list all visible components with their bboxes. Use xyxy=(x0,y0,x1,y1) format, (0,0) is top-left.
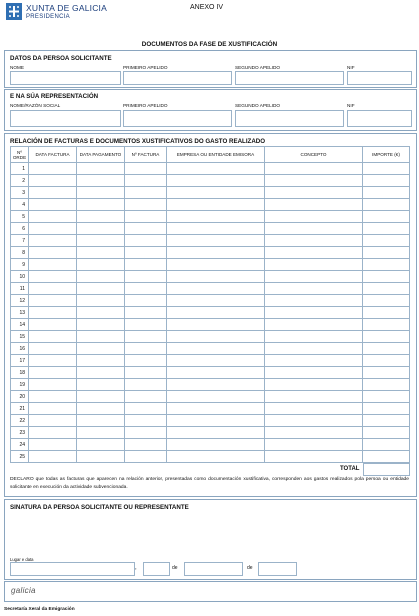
table-cell[interactable] xyxy=(29,223,77,235)
table-cell[interactable] xyxy=(265,391,363,403)
table-cell[interactable] xyxy=(265,295,363,307)
table-cell[interactable] xyxy=(125,355,167,367)
total-field[interactable] xyxy=(363,463,410,476)
table-cell[interactable] xyxy=(167,223,265,235)
table-cell[interactable] xyxy=(265,235,363,247)
row-number: 11 xyxy=(11,283,29,295)
table-cell[interactable] xyxy=(125,379,167,391)
table-cell[interactable] xyxy=(29,403,77,415)
table-cell[interactable] xyxy=(265,331,363,343)
table-cell[interactable] xyxy=(363,187,410,199)
rep-surname1-field[interactable] xyxy=(123,110,232,127)
table-row xyxy=(11,379,410,391)
table-cell[interactable] xyxy=(265,283,363,295)
row-number: 2 xyxy=(11,175,29,187)
table-cell[interactable] xyxy=(29,439,77,451)
table-cell[interactable] xyxy=(29,367,77,379)
table-cell[interactable] xyxy=(29,319,77,331)
table-cell[interactable] xyxy=(167,415,265,427)
table-cell[interactable] xyxy=(167,403,265,415)
month-field[interactable] xyxy=(184,562,243,576)
applicant-nif-label: NIF xyxy=(347,65,355,70)
table-cell[interactable] xyxy=(363,427,410,439)
row-number: 19 xyxy=(11,379,29,391)
table-cell[interactable] xyxy=(29,175,77,187)
table-cell[interactable] xyxy=(167,427,265,439)
table-row xyxy=(11,403,410,415)
rep-nif-label: NIF xyxy=(347,103,355,108)
table-cell[interactable] xyxy=(29,307,77,319)
table-cell[interactable] xyxy=(265,163,363,175)
table-cell[interactable] xyxy=(125,163,167,175)
table-cell[interactable] xyxy=(29,283,77,295)
table-row xyxy=(11,451,410,463)
row-number: 17 xyxy=(11,355,29,367)
row-number: 24 xyxy=(11,439,29,451)
table-cell[interactable] xyxy=(265,187,363,199)
col-concept: CONCEPTO xyxy=(265,147,363,163)
office-name: Secretaría Xeral da Emigración xyxy=(4,607,75,612)
table-cell[interactable] xyxy=(265,451,363,463)
table-cell[interactable] xyxy=(77,247,125,259)
table-row xyxy=(11,187,410,199)
row-number: 16 xyxy=(11,343,29,355)
row-number: 13 xyxy=(11,307,29,319)
table-cell[interactable] xyxy=(167,355,265,367)
table-row xyxy=(11,331,410,343)
table-cell[interactable] xyxy=(125,235,167,247)
declaration-text: DECLARO que todas as facturas que aparecen na relación anterior, presentadas como documentación xustificativa, corresponden aos gastos realizados pola persoa ou entidade solicitante en execución da actividade subvencionada. xyxy=(10,477,409,490)
table-cell[interactable] xyxy=(77,319,125,331)
col-invoice-date: DATA FACTURA xyxy=(29,147,77,163)
table-cell[interactable] xyxy=(167,271,265,283)
table-cell[interactable] xyxy=(77,235,125,247)
table-cell[interactable] xyxy=(125,247,167,259)
table-cell[interactable] xyxy=(265,367,363,379)
table-cell[interactable] xyxy=(77,283,125,295)
galicia-logo-box xyxy=(4,581,417,602)
table-cell[interactable] xyxy=(265,223,363,235)
table-row xyxy=(11,439,410,451)
invoices-title: RELACIÓN DE FACTURAS E DOCUMENTOS XUSTIFICATIVOS DO GASTO REALIZADO xyxy=(10,138,266,145)
table-cell[interactable] xyxy=(125,271,167,283)
table-cell[interactable] xyxy=(125,343,167,355)
table-cell[interactable] xyxy=(77,307,125,319)
table-cell[interactable] xyxy=(77,211,125,223)
table-cell[interactable] xyxy=(77,343,125,355)
table-cell[interactable] xyxy=(363,259,410,271)
applicant-title: DATOS DA PERSOA SOLICITANTE xyxy=(10,55,112,62)
table-cell[interactable] xyxy=(29,379,77,391)
table-cell[interactable] xyxy=(125,367,167,379)
table-cell[interactable] xyxy=(125,319,167,331)
table-cell[interactable] xyxy=(167,319,265,331)
row-number: 22 xyxy=(11,415,29,427)
table-cell[interactable] xyxy=(363,439,410,451)
col-order: Nº ORDE xyxy=(11,147,29,163)
table-cell[interactable] xyxy=(125,187,167,199)
applicant-surname1-field[interactable] xyxy=(123,71,232,85)
row-number: 21 xyxy=(11,403,29,415)
representative-section xyxy=(4,89,417,131)
table-row xyxy=(11,271,410,283)
rep-name-label: NOME/RAZÓN SOCIAL xyxy=(10,103,61,108)
table-cell[interactable] xyxy=(125,211,167,223)
table-cell[interactable] xyxy=(77,331,125,343)
table-cell[interactable] xyxy=(265,355,363,367)
table-cell[interactable] xyxy=(77,199,125,211)
table-cell[interactable] xyxy=(363,355,410,367)
table-cell[interactable] xyxy=(125,295,167,307)
table-cell[interactable] xyxy=(77,223,125,235)
table-cell[interactable] xyxy=(363,343,410,355)
applicant-name-label: NOME xyxy=(10,65,25,70)
table-cell[interactable] xyxy=(29,271,77,283)
table-cell[interactable] xyxy=(125,439,167,451)
table-cell[interactable] xyxy=(363,223,410,235)
table-cell[interactable] xyxy=(363,379,410,391)
col-amount: IMPORTE (€) xyxy=(363,147,410,163)
applicant-nif-field[interactable] xyxy=(347,71,412,85)
table-cell[interactable] xyxy=(363,331,410,343)
table-cell[interactable] xyxy=(167,367,265,379)
table-cell[interactable] xyxy=(125,307,167,319)
table-row xyxy=(11,199,410,211)
table-cell[interactable] xyxy=(167,307,265,319)
table-cell[interactable] xyxy=(167,343,265,355)
table-cell[interactable] xyxy=(265,415,363,427)
table-cell[interactable] xyxy=(29,415,77,427)
table-cell[interactable] xyxy=(125,415,167,427)
table-cell[interactable] xyxy=(363,319,410,331)
table-cell[interactable] xyxy=(363,391,410,403)
table-row xyxy=(11,175,410,187)
row-number: 8 xyxy=(11,247,29,259)
table-cell[interactable] xyxy=(167,439,265,451)
table-cell[interactable] xyxy=(265,319,363,331)
table-cell[interactable] xyxy=(167,379,265,391)
table-cell[interactable] xyxy=(167,211,265,223)
rep-surname2-field[interactable] xyxy=(235,110,344,127)
table-cell[interactable] xyxy=(77,439,125,451)
table-cell[interactable] xyxy=(265,439,363,451)
table-cell[interactable] xyxy=(29,187,77,199)
table-cell[interactable] xyxy=(363,283,410,295)
table-cell[interactable] xyxy=(125,199,167,211)
col-payment-date: DATA PAGAMENTO xyxy=(77,147,125,163)
table-cell[interactable] xyxy=(363,163,410,175)
table-cell[interactable] xyxy=(77,187,125,199)
table-row xyxy=(11,355,410,367)
table-row xyxy=(11,391,410,403)
table-cell[interactable] xyxy=(29,235,77,247)
xunta-shield-icon xyxy=(6,3,22,20)
table-row xyxy=(11,427,410,439)
comma-sep: , xyxy=(135,565,137,571)
applicant-name-field[interactable] xyxy=(10,71,121,85)
department-name: PRESIDENCIA xyxy=(26,14,70,20)
table-cell[interactable] xyxy=(29,331,77,343)
table-cell[interactable] xyxy=(167,283,265,295)
row-number: 18 xyxy=(11,367,29,379)
rep-surname2-label: SEGUNDO APELIDO xyxy=(235,103,281,108)
table-cell[interactable] xyxy=(125,451,167,463)
annex-label: ANEXO IV xyxy=(190,4,224,11)
col-issuer: EMPRESA OU ENTIDADE EMISORA xyxy=(167,147,265,163)
table-row xyxy=(11,343,410,355)
table-row xyxy=(11,295,410,307)
table-cell[interactable] xyxy=(125,223,167,235)
table-cell[interactable] xyxy=(125,175,167,187)
table-cell[interactable] xyxy=(125,427,167,439)
table-cell[interactable] xyxy=(363,211,410,223)
table-cell[interactable] xyxy=(125,283,167,295)
table-cell[interactable] xyxy=(77,355,125,367)
table-cell[interactable] xyxy=(265,271,363,283)
table-cell[interactable] xyxy=(167,247,265,259)
table-row xyxy=(11,223,410,235)
table-cell[interactable] xyxy=(167,295,265,307)
row-number: 1 xyxy=(11,163,29,175)
col-invoice-number: Nº FACTURA xyxy=(125,147,167,163)
table-cell[interactable] xyxy=(363,175,410,187)
table-cell[interactable] xyxy=(77,415,125,427)
table-cell[interactable] xyxy=(29,391,77,403)
table-row xyxy=(11,415,410,427)
table-cell[interactable] xyxy=(265,247,363,259)
table-cell[interactable] xyxy=(265,427,363,439)
row-number: 5 xyxy=(11,211,29,223)
de-label-2: de xyxy=(247,565,253,571)
applicant-surname2-field[interactable] xyxy=(235,71,344,85)
total-label: TOTAL xyxy=(340,466,360,472)
table-cell[interactable] xyxy=(125,391,167,403)
de-label-1: de xyxy=(172,565,178,571)
year-field[interactable] xyxy=(258,562,297,576)
table-row xyxy=(11,367,410,379)
table-row xyxy=(11,247,410,259)
row-number: 25 xyxy=(11,451,29,463)
table-cell[interactable] xyxy=(265,379,363,391)
table-cell[interactable] xyxy=(29,355,77,367)
row-number: 7 xyxy=(11,235,29,247)
table-cell[interactable] xyxy=(77,451,125,463)
rep-name-field[interactable] xyxy=(10,110,121,127)
table-cell[interactable] xyxy=(125,259,167,271)
table-cell[interactable] xyxy=(29,343,77,355)
table-row xyxy=(11,259,410,271)
galicia-logo: galicia xyxy=(11,586,36,595)
table-row xyxy=(11,211,410,223)
table-cell[interactable] xyxy=(29,199,77,211)
table-cell[interactable] xyxy=(265,199,363,211)
table-cell[interactable] xyxy=(125,403,167,415)
table-row xyxy=(11,283,410,295)
table-cell[interactable] xyxy=(29,163,77,175)
table-row xyxy=(11,235,410,247)
applicant-section xyxy=(4,50,417,88)
row-number: 12 xyxy=(11,295,29,307)
table-cell[interactable] xyxy=(29,295,77,307)
table-row xyxy=(11,307,410,319)
table-cell[interactable] xyxy=(363,367,410,379)
table-cell[interactable] xyxy=(363,295,410,307)
table-cell[interactable] xyxy=(167,187,265,199)
representative-title: E NA SÚA REPRESENTACIÓN xyxy=(10,93,99,100)
row-number: 23 xyxy=(11,427,29,439)
brand-name: XUNTA DE GALICIA xyxy=(26,3,107,13)
table-cell[interactable] xyxy=(77,367,125,379)
document-title: DOCUMENTOS DA FASE DE XUSTIFICACIÓN xyxy=(141,41,278,48)
table-cell[interactable] xyxy=(265,307,363,319)
applicant-surname1-label: PRIMEIRO APELIDO xyxy=(123,65,168,70)
table-cell[interactable] xyxy=(77,379,125,391)
table-cell[interactable] xyxy=(167,235,265,247)
table-cell[interactable] xyxy=(77,259,125,271)
rep-surname1-label: PRIMEIRO APELIDO xyxy=(123,103,168,108)
table-cell[interactable] xyxy=(167,175,265,187)
table-cell[interactable] xyxy=(29,451,77,463)
table-cell[interactable] xyxy=(167,199,265,211)
row-number: 4 xyxy=(11,199,29,211)
row-number: 6 xyxy=(11,223,29,235)
table-cell[interactable] xyxy=(363,307,410,319)
place-field[interactable] xyxy=(10,562,135,576)
table-cell[interactable] xyxy=(167,451,265,463)
applicant-surname2-label: SEGUNDO APELIDO xyxy=(235,65,281,70)
table-cell[interactable] xyxy=(363,199,410,211)
table-cell[interactable] xyxy=(29,427,77,439)
row-number: 14 xyxy=(11,319,29,331)
table-cell[interactable] xyxy=(77,295,125,307)
table-cell[interactable] xyxy=(77,403,125,415)
signature-title: SINATURA DA PERSOA SOLICITANTE OU REPRESENTANTE xyxy=(10,504,189,511)
table-cell[interactable] xyxy=(167,259,265,271)
invoices-header-row xyxy=(11,147,410,163)
table-row xyxy=(11,163,410,175)
table-cell[interactable] xyxy=(29,211,77,223)
table-cell[interactable] xyxy=(363,271,410,283)
table-cell[interactable] xyxy=(363,451,410,463)
table-cell[interactable] xyxy=(265,403,363,415)
table-cell[interactable] xyxy=(167,163,265,175)
table-cell[interactable] xyxy=(29,259,77,271)
day-field[interactable] xyxy=(143,562,170,576)
table-cell[interactable] xyxy=(29,247,77,259)
table-cell[interactable] xyxy=(265,211,363,223)
table-cell[interactable] xyxy=(77,271,125,283)
table-cell[interactable] xyxy=(265,175,363,187)
table-cell[interactable] xyxy=(77,427,125,439)
signature-section xyxy=(4,499,417,580)
table-cell[interactable] xyxy=(363,415,410,427)
table-cell[interactable] xyxy=(125,331,167,343)
table-cell[interactable] xyxy=(167,331,265,343)
table-cell[interactable] xyxy=(363,403,410,415)
table-cell[interactable] xyxy=(265,259,363,271)
place-date-label: Lugar e data xyxy=(10,557,34,562)
invoices-table xyxy=(10,146,410,463)
table-cell[interactable] xyxy=(167,391,265,403)
table-cell[interactable] xyxy=(77,391,125,403)
table-cell[interactable] xyxy=(77,175,125,187)
row-number: 20 xyxy=(11,391,29,403)
row-number: 15 xyxy=(11,331,29,343)
row-number: 3 xyxy=(11,187,29,199)
table-cell[interactable] xyxy=(265,343,363,355)
rep-nif-field[interactable] xyxy=(347,110,412,127)
row-number: 10 xyxy=(11,271,29,283)
table-cell[interactable] xyxy=(363,235,410,247)
table-row xyxy=(11,319,410,331)
table-cell[interactable] xyxy=(77,163,125,175)
table-cell[interactable] xyxy=(363,247,410,259)
row-number: 9 xyxy=(11,259,29,271)
